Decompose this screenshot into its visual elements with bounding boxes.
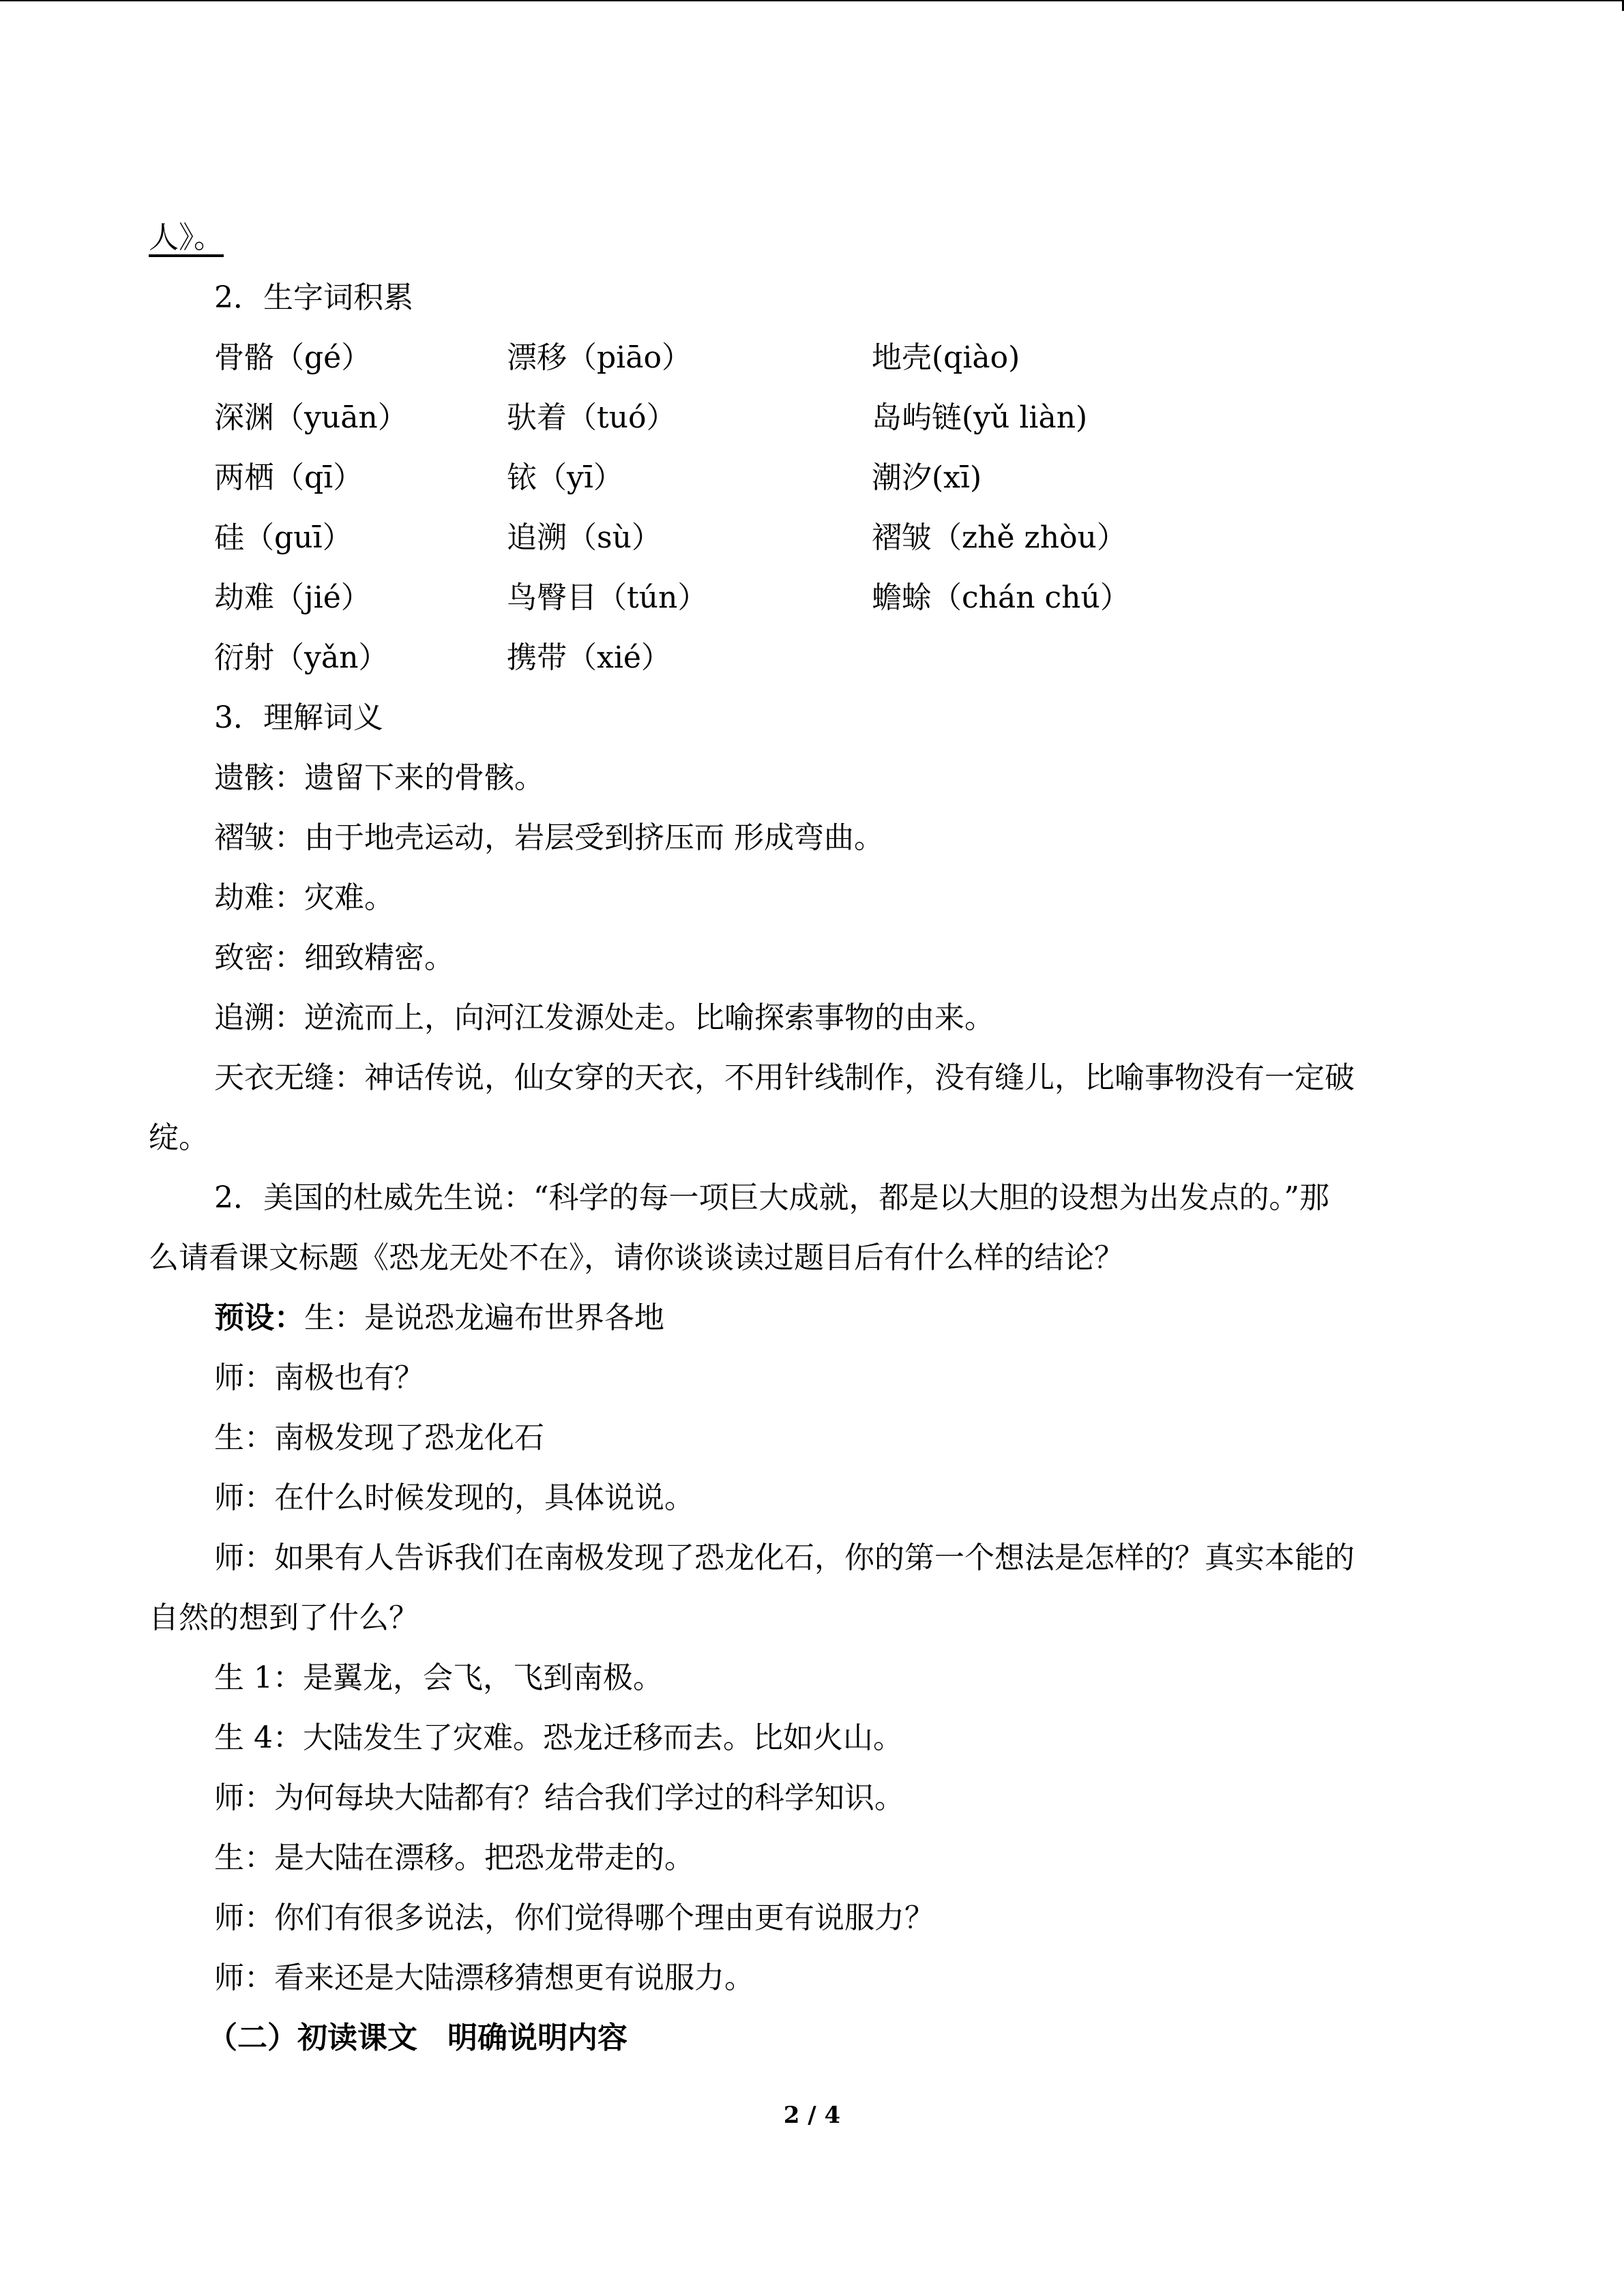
word-item: 褶皱（zhě zhòu）: [872, 520, 1127, 555]
dialogue-line: 师：南极也有？: [214, 1360, 424, 1395]
dialogue-line: 师：为何每块大陆都有？结合我们学过的科学知识。: [214, 1780, 904, 1815]
word-item: 衍射（yǎn）: [214, 640, 389, 675]
dialogue-line: 生：南极发现了恐龙化石: [214, 1420, 544, 1455]
word-row-1: [149, 328, 1458, 388]
continued-fragment: 人》。: [149, 220, 224, 255]
dialogue-line: 师：看来还是大陆漂移猜想更有说服力。: [214, 1960, 754, 1995]
word-item: 追溯（sù）: [507, 520, 662, 555]
top-border-line: [0, 0, 1624, 1]
word-item: 深渊（yuān）: [214, 400, 408, 435]
preset-answer: [149, 1288, 1458, 1348]
word-item: 骨骼（gé）: [214, 340, 372, 375]
dialogue-line: 生 1：是翼龙，会飞，飞到南极。: [214, 1660, 663, 1695]
teacher-question-line-1: 师：如果有人告诉我们在南极发现了恐龙化石，你的第一个想法是怎样的？真实本能的: [214, 1540, 1355, 1575]
dialogue-line: 生 4：大陆发生了灾难。恐龙迁移而去。比如火山。: [214, 1720, 903, 1755]
word-item: 蟾蜍（chán chú）: [872, 580, 1130, 615]
word-row-6: [149, 628, 1458, 688]
word-item: 岛屿链(yǔ liàn): [872, 400, 1088, 435]
definition-item: 遗骸：遗留下来的骨骸。: [214, 760, 544, 795]
word-item: 铱（yī）: [507, 460, 623, 495]
definition-item: 追溯：逆流而上，向河江发源处走。比喻探索事物的由来。: [214, 1000, 994, 1035]
word-item: 两栖（qī）: [214, 460, 364, 495]
word-item: 漂移（piāo）: [507, 340, 692, 375]
question-2-line-2: 么请看课文标题《恐龙无处不在》，请你谈谈读过题目后有什么样的结论？: [149, 1240, 1124, 1275]
word-row-3: [149, 448, 1458, 508]
word-row-2: [149, 388, 1458, 448]
definition-tianyi-line-2: 绽。: [149, 1120, 209, 1155]
word-item: 劫难（jié）: [214, 580, 371, 615]
dialogue-line: 生：是大陆在漂移。把恐龙带走的。: [214, 1840, 694, 1875]
word-item: 鸟臀目（tún）: [507, 580, 708, 615]
definition-item: 致密：细致精密。: [214, 940, 454, 975]
page-content: [149, 208, 1458, 2068]
section-3-title: 3．理解词义: [214, 700, 383, 735]
word-row-5: [149, 568, 1458, 628]
definition-tianyi-line-1: 天衣无缝：神话传说，仙女穿的天衣，不用针线制作，没有缝儿，比喻事物没有一定破: [214, 1060, 1355, 1095]
teacher-question-line-2: 自然的想到了什么？: [149, 1600, 419, 1635]
word-item: 驮着（tuó）: [507, 400, 677, 435]
section-2-title: 2．生字词积累: [214, 280, 413, 315]
dialogue-line: 师：你们有很多说法，你们觉得哪个理由更有说服力？: [214, 1900, 934, 1935]
word-item: 硅（guī）: [214, 520, 353, 555]
section-heading: （二）初读课文 明确说明内容: [207, 2021, 628, 2055]
page-number: 2 / 4: [783, 2102, 841, 2129]
word-item: 携带（xié）: [507, 640, 671, 675]
definition-item: 劫难：灾难。: [214, 880, 394, 915]
preset-label: 预设：: [214, 1300, 304, 1335]
word-item: 地壳(qiào): [872, 340, 1020, 375]
word-row-4: [149, 508, 1458, 568]
definition-item: 褶皱：由于地壳运动，岩层受到挤压而 形成弯曲。: [214, 820, 884, 855]
preset-text: 生：是说恐龙遍布世界各地: [304, 1300, 664, 1335]
question-2-line-1: 2．美国的杜威先生说：“科学的每一项巨大成就，都是以大胆的设想为出发点的。”那: [214, 1180, 1329, 1215]
word-item: 潮汐(xī): [872, 460, 982, 495]
dialogue-line: 师：在什么时候发现的，具体说说。: [214, 1480, 694, 1515]
